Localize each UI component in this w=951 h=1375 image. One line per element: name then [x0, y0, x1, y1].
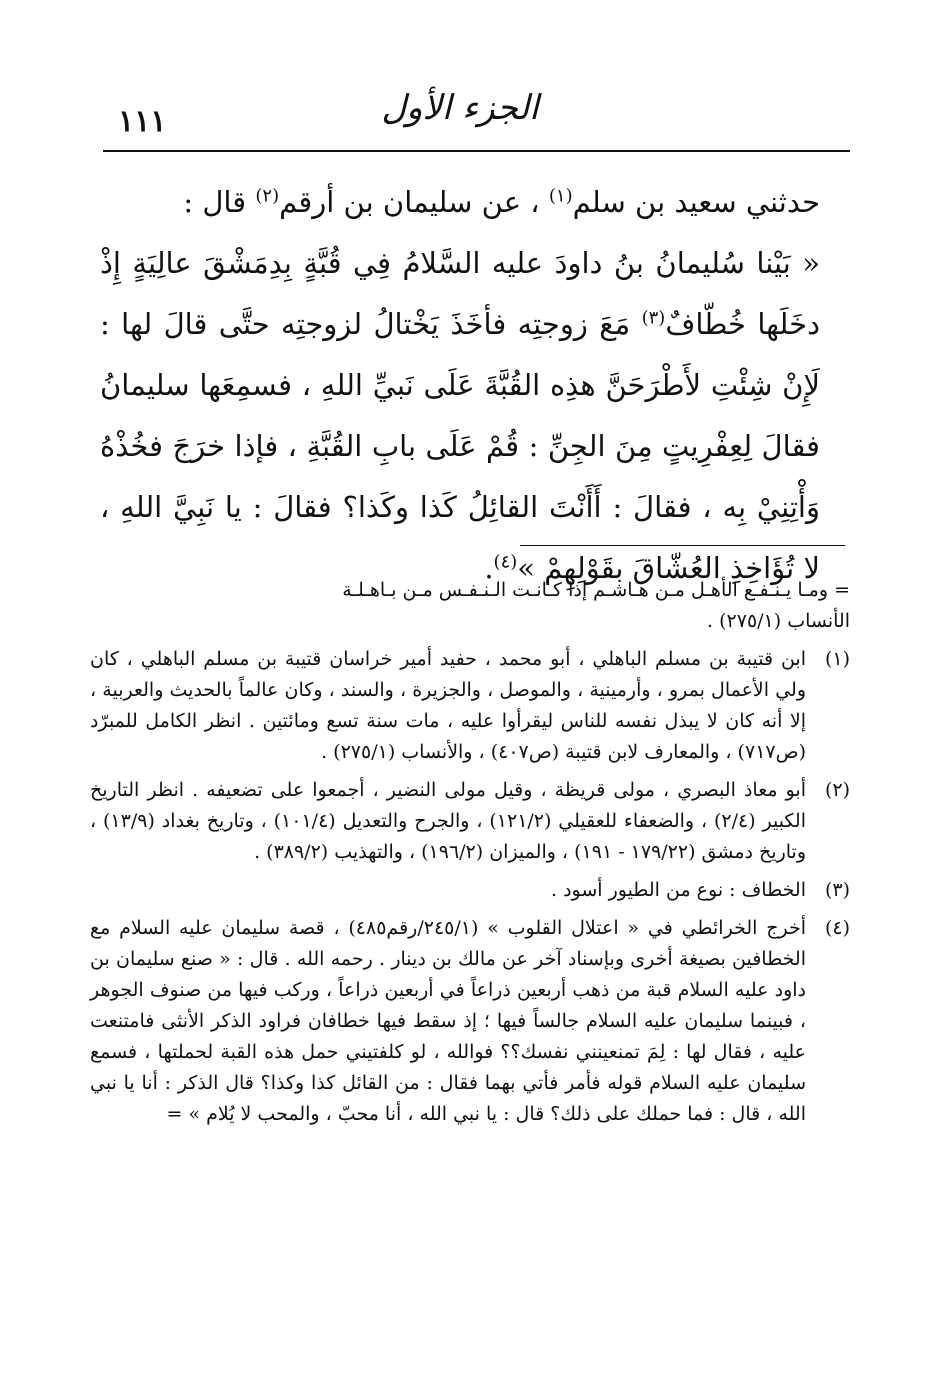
continuation-ref: الأنساب (٢٧٥/١) . — [707, 610, 850, 632]
footnote-text: الخطاف : نوع من الطيور أسود . — [550, 879, 806, 901]
footnote-4 — [90, 913, 850, 1130]
footnote-number: (٣) — [824, 879, 850, 901]
footnote-number: (١) — [824, 648, 850, 670]
footnote-ref-1[interactable]: (١) — [548, 185, 573, 207]
isnad-end: قال : — [183, 185, 256, 219]
footnote-number: (٤) — [824, 917, 850, 939]
footnote-number: (٢) — [824, 779, 850, 801]
header-rule — [103, 150, 850, 152]
verse-line: = ومـا يـنـفـع الأهـل مـن هـاشـم إذا كـانـت الـنـفـس مـن بـاهـلـة — [342, 579, 850, 601]
footnotes — [90, 575, 850, 1137]
quote-part-1: « بَيْنا سُليمانُ بنُ داودَ عليه السَّلامُ فِي قُبَّةٍ بِدِمَشْقَ عالِيَةٍ إِذْ دخَلَها خُطّافٌ — [100, 246, 820, 341]
footnote-3 — [90, 875, 850, 906]
footnote-text: أبو معاذ البصري ، مولى قريظة ، وقيل مولى النضير ، أجمعوا على تضعيفه . انظر التاريخ الكبير (٢/٤) ، والضعفاء للعقيلي (١٢١/٢) ، والجرح والتعديل (١٠١/٤) ، وتاريخ بغداد (١٣/٩) ، وتاريخ دمشق (١٧٩/٢٢ - ١٩١) ، والميزان (١٩٦/٢) ، والتهذيب (٣٨٩/٢) . — [90, 779, 806, 863]
footnote-text: ابن قتيبة بن مسلم الباهلي ، أبو محمد ، حفيد أمير خراسان قتيبة بن مسلم الباهلي ، كان ولي الأعمال بمرو ، وأرمينية ، والموصل ، والجزيرة ، والسند ، وكان عالماً بالحديث والعربية ، إلا أنه كان لا يبذل نفسه للناس ليقرأوا عليه ، مات سنة تسع ومائتين . انظر الكامل للمبرّد (ص٧١٧) ، والمعارف لابن قتيبة (ص٤٠٧) ، والأنساب (٢٧٥/١) . — [90, 648, 806, 763]
main-text — [100, 172, 820, 599]
footnote-ref-4[interactable]: (٤) — [493, 551, 518, 573]
continued-marker: = — [166, 1103, 183, 1125]
footnote-ref-2[interactable]: (٢) — [255, 185, 280, 207]
running-head: الجزء الأول — [381, 88, 539, 128]
footnote-text: أخرج الخرائطي في « اعتلال القلوب » (٢٤٥/١/رقم٤٨٥) ، قصة سليمان عليه السلام مع الخطافين بصيغة أخرى وبإسناد آخر عن مالك بن دينار . رحمه الله . قال : « صنع سليمان بن داود عليه السلام قبة من ذهب أربعين ذراعاً في أربعين ذراعاً ، وركب فيها من صنوف الجوهر ، فبينما سليمان عليه السلام جالساً فيها ؛ إذ سقط فيها خطافان فراود الذكر الأنثى فامتنعت عليه ، فقال لها : لِمَ تمنعينني نفسك؟؟ فوالله ، لو كلفتيني حمل هذه القبة لحملتها ، فسمع سليمان عليه السلام قوله فأمر فأتي بهما فقال : من القائل كذا وكذا؟ قال الذكر : أنا يا نبي الله ، قال : فما حملك على ذلك؟ قال : يا نبي الله ، أنا محبّ ، والمحب لا يُلام » — [90, 917, 806, 1125]
footnote-continuation — [90, 575, 850, 637]
page-number: ١١١ — [118, 104, 167, 139]
isnad-mid: ، عن سليمان بن أرقم — [279, 185, 549, 219]
isnad-text: حدثني سعيد بن سلم — [572, 185, 820, 219]
quote-end: . — [484, 551, 494, 585]
quote-part-2: مَعَ زوجتِه فأخَذَ يَخْتالُ لزوجتِه حتَّى قالَ لها : لَإِنْ شِئْتِ لأَطْرَحَنَّ هذِه القُبَّةَ عَلَى نَبيِّ اللهِ ، فسمِعَها سليمانُ فقالَ لِعِفْرِيتٍ مِنَ الجِنِّ : قُمْ عَلَى بابِ القُبَّةِ ، فإذا خرَجَ فخُذْهُ وَأْتِنِيْ بِه ، فقالَ : أَأَنْتَ القائِلُ كَذا وكَذا؟ فقالَ : يا نَبِيَّ اللهِ ، لا تُؤَاخِذِ العُشّاقَ بقَوْلِهِمْ » — [100, 307, 820, 585]
footnote-1 — [90, 644, 850, 768]
footnote-ref-3[interactable]: (٣) — [641, 307, 666, 329]
footnote-2 — [90, 775, 850, 868]
footnote-rule — [520, 545, 845, 546]
isnad-line — [100, 172, 820, 233]
